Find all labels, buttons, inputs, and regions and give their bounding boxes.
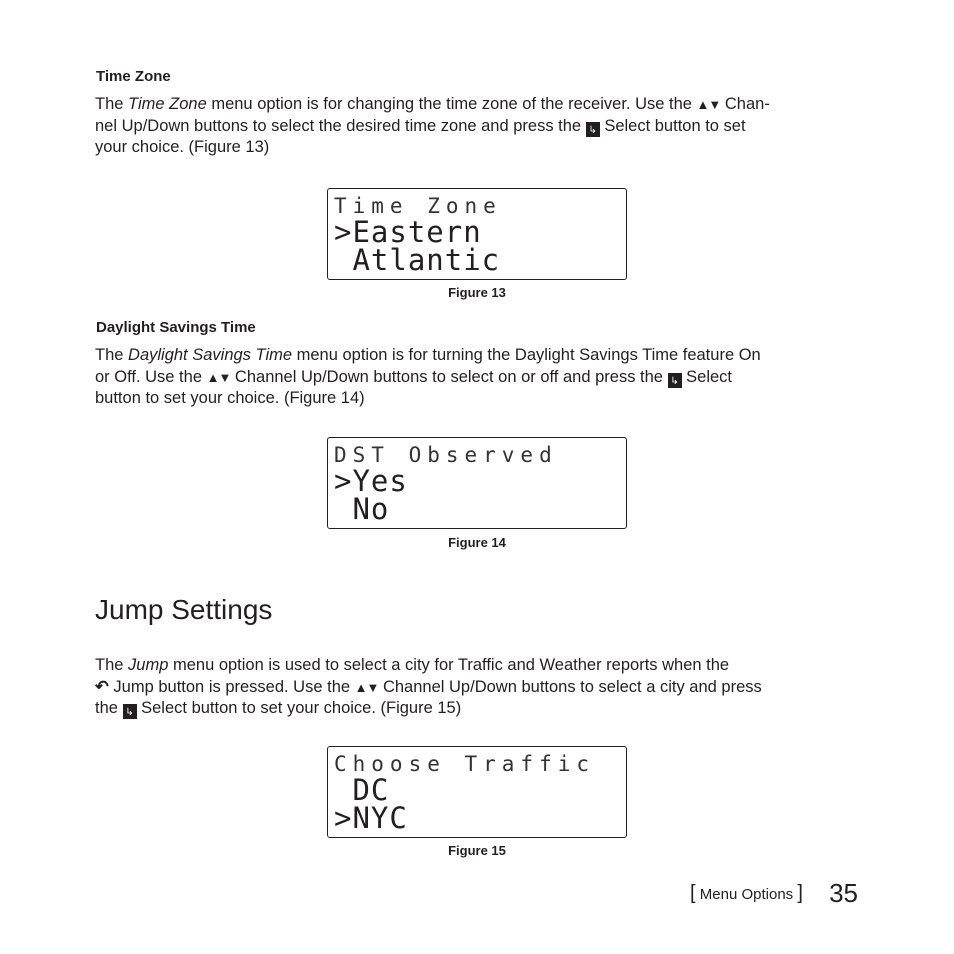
up-down-arrows-icon: ▲▼ [206, 369, 231, 385]
lcd-line-1: DST Observed [334, 443, 558, 467]
lcd-line-3: >NYC [334, 801, 408, 835]
lcd-display-figure-14 [327, 437, 627, 529]
lcd-line-1: Time Zone [334, 194, 502, 218]
footer-section-label: Menu Options [699, 886, 794, 903]
figure-15-caption: Figure 15 [448, 843, 506, 858]
page-footer [690, 878, 858, 909]
section-heading-dst: Daylight Savings Time [96, 319, 256, 336]
page-number: 35 [829, 878, 858, 908]
lcd-line-1: Choose Traffic [334, 752, 596, 776]
lcd-line-3: Atlantic [334, 243, 501, 277]
emphasis-dst: Daylight Savings Time [128, 346, 293, 364]
lcd-line-3: No [334, 492, 390, 526]
lcd-line-2: >Yes [334, 464, 408, 498]
emphasis-time-zone: Time Zone [128, 95, 207, 113]
section-heading-time-zone: Time Zone [96, 68, 171, 85]
footer-open-bracket: [ [690, 882, 696, 904]
section-title-jump-settings: Jump Settings [95, 594, 273, 625]
up-down-arrows-icon: ▲▼ [354, 679, 379, 695]
lcd-line-2: DC [334, 773, 390, 807]
emphasis-jump: Jump [128, 656, 169, 674]
figure-14-caption: Figure 14 [448, 535, 506, 550]
lcd-display-figure-15 [327, 746, 627, 838]
dst-paragraph: The Daylight Savings Time menu option is for turning the Daylight Savings Time feature On or Off. Use the ▲▼ Channel Up/Down buttons to select on or off and press the ↳ Select button to set your choice. (Figure 14) [95, 346, 761, 407]
select-button-icon: ↳ [668, 373, 682, 388]
lcd-display-figure-13 [327, 188, 627, 280]
time-zone-paragraph: The Time Zone menu option is for changing the time zone of the receiver. Use the ▲▼ Chan- nel Up/Down buttons to select the desired time zone and press the ↳ Select button to set your choice. (Figure 13) [95, 95, 770, 156]
jump-arrow-icon: ↶ [95, 677, 109, 696]
figure-13-caption: Figure 13 [448, 285, 506, 300]
select-button-icon: ↳ [123, 704, 137, 719]
select-button-icon: ↳ [586, 122, 600, 137]
up-down-arrows-icon: ▲▼ [696, 97, 721, 112]
footer-close-bracket: ] [797, 882, 803, 904]
lcd-line-2: >Eastern [334, 215, 482, 249]
jump-paragraph: The Jump menu option is used to select a city for Traffic and Weather reports when the ↶ Jump button is pressed. Use the ▲▼ Channel Up/Down buttons to select a city and press the ↳ Select button to set your choice. (Figure 15) [95, 656, 762, 718]
